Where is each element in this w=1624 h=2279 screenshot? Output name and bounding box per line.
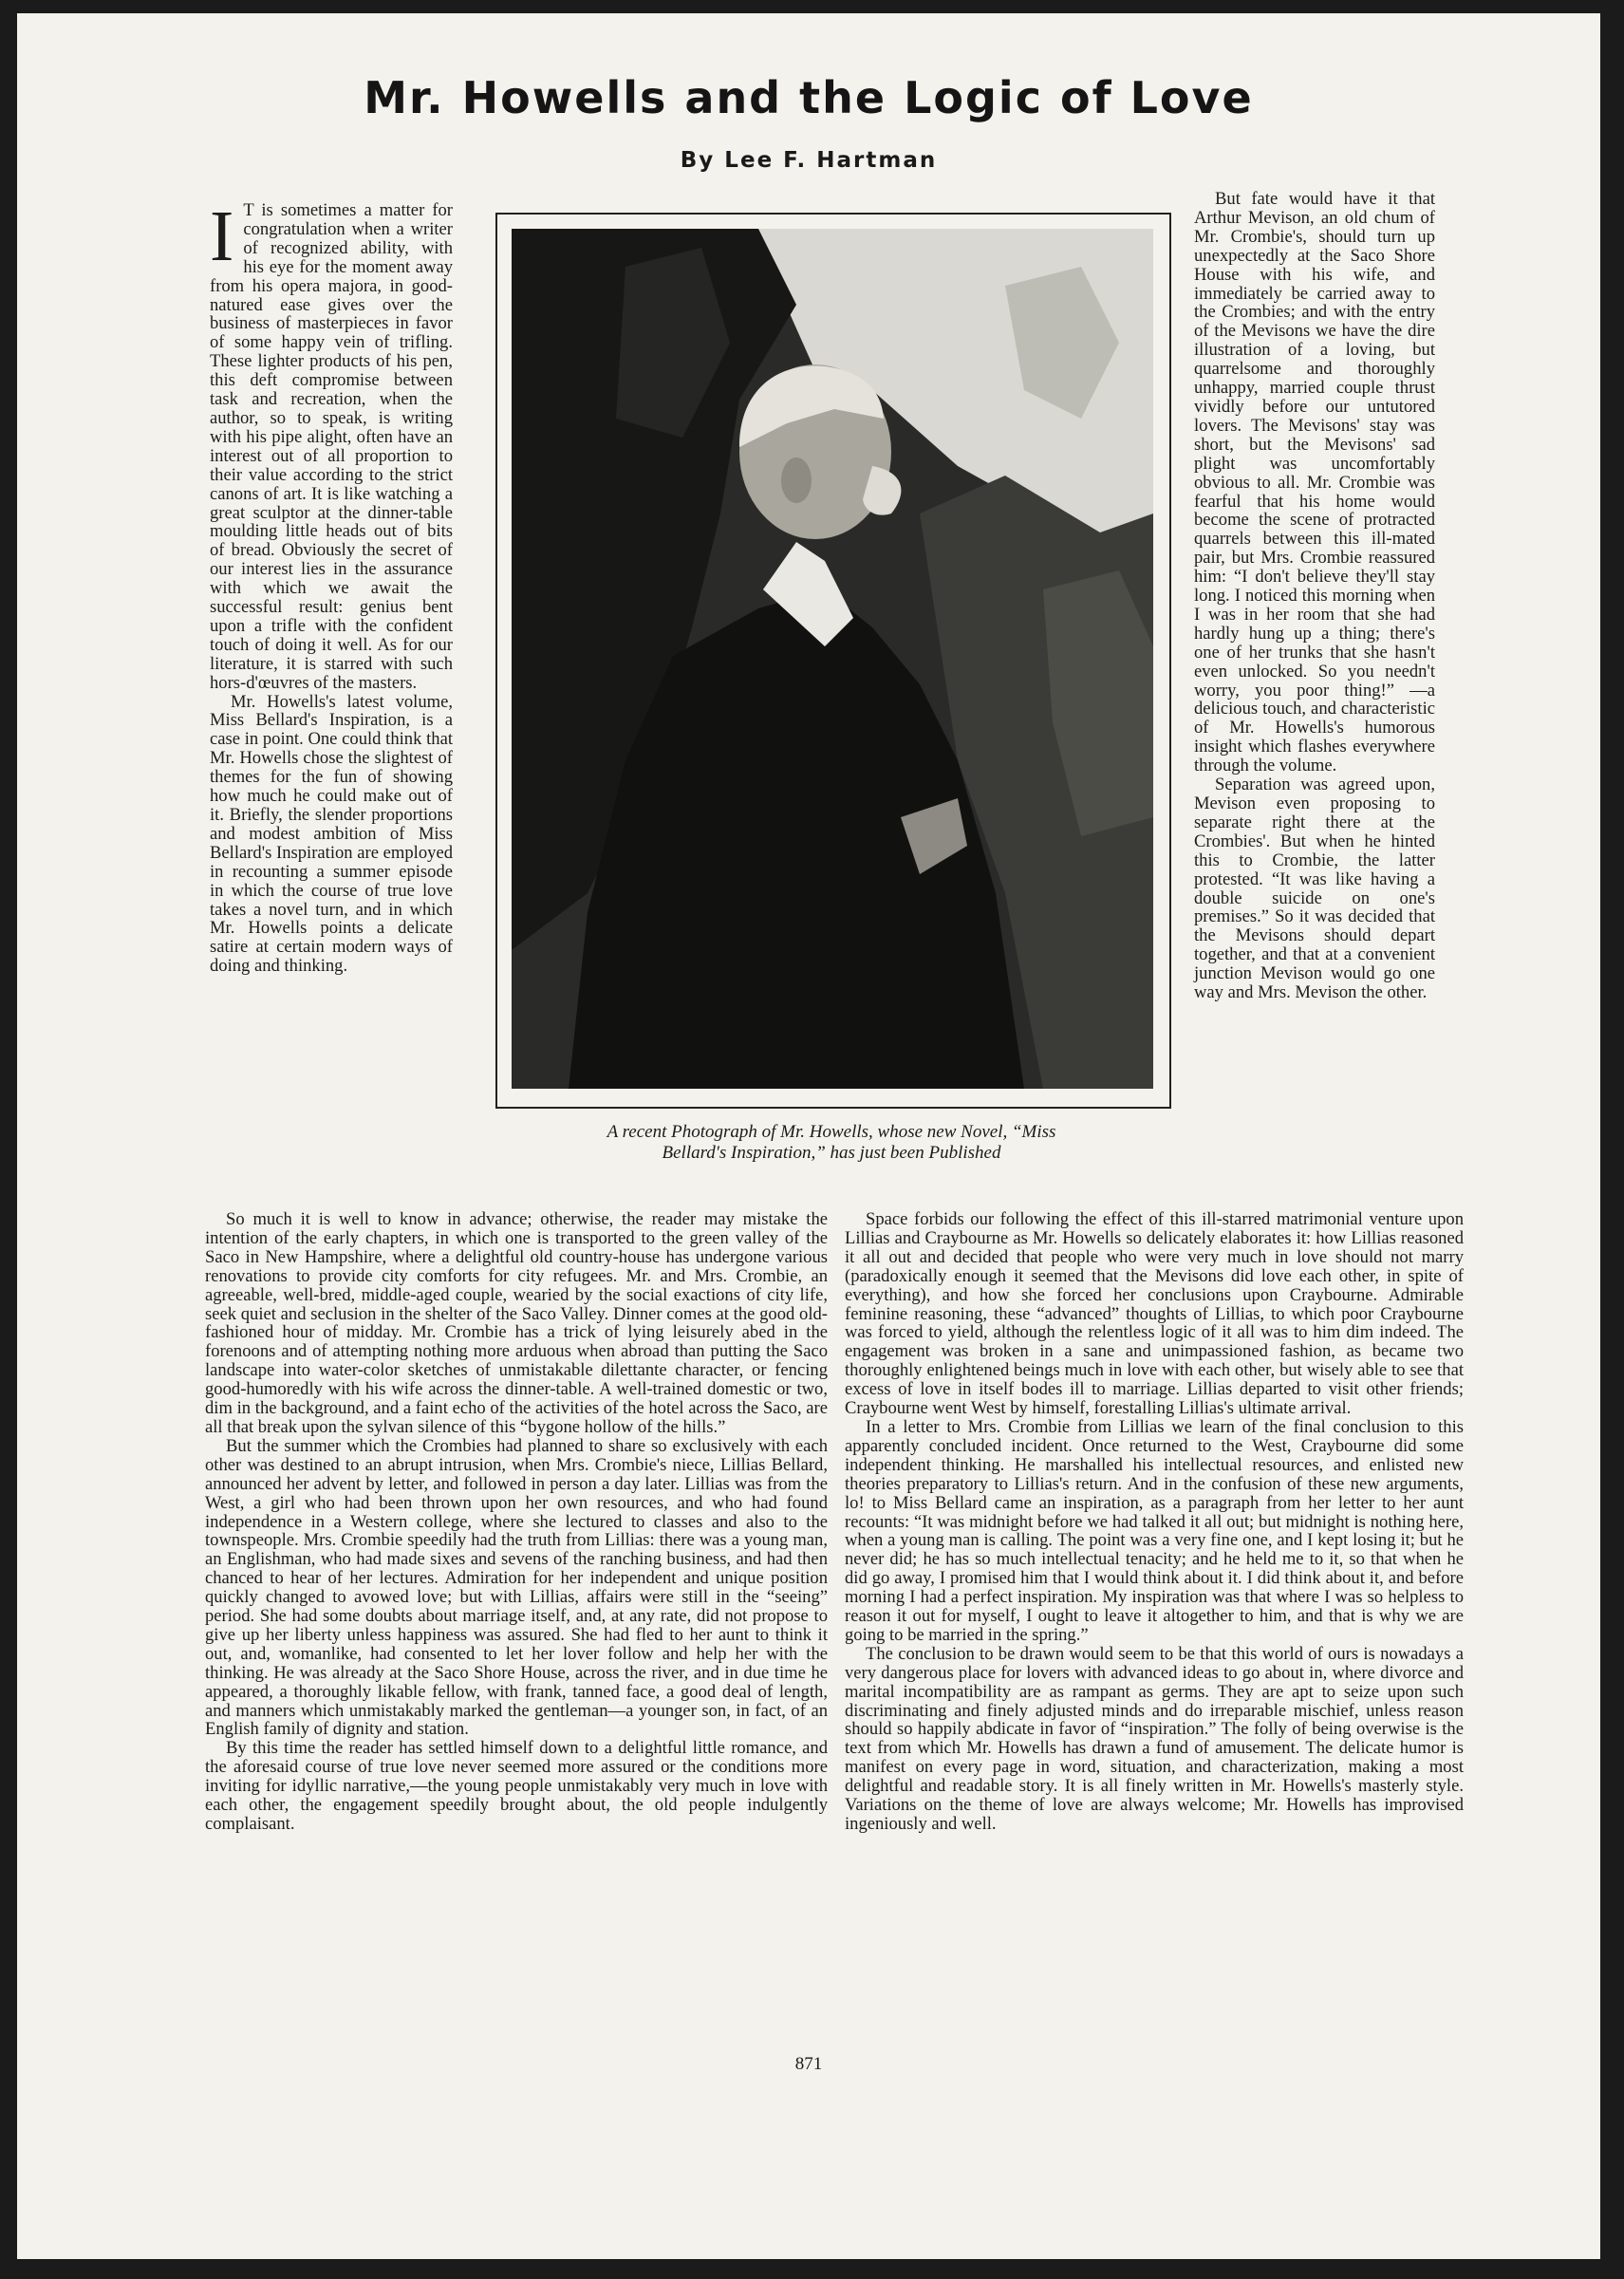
left-paragraph-1: T is sometimes a matter for congratulation when a writer of recognized ability, with his eye for the moment away from his opera majora, in good-natured ease gives over the business of masterpieces in favor of some happy vein of trifling. These lighter products of his pen, this deft compromise between task and recreation, when the author, so to speak, is writing with his pipe alight, often have an interest out of all proportion to their value according to the strict canons of art. It is like watching a great sculptor at the dinner-table moulding little heads out of bits of bread. Obviously the secret of our interest lies in the assurance with which we await the successful result: genius bent upon a trifle with the confident touch of doing it well. As for our literature, it is starred with such hors-d'œuvres of the masters. — [210, 200, 453, 693]
right-paragraph-2: Separation was agreed upon, Mevison even proposing to separate right there at the Crombies'. But when he hinted this to Crombie, the latter protested. “It was like having a double suicide on one's premises.” So it was decided that the Mevisons should depart together, and that at a convenient junction Mevison would go one way and Mrs. Mevison the other. — [1194, 775, 1435, 1003]
bottom-right-paragraph-3: The conclusion to be drawn would seem to be that this world of ours is nowadays a very dangerous place for lovers with advanced ideas to go about in, where divorce and marital incompatibility are as rampant as germs. They are apt to seize upon such discriminating and finely adjusted minds and do irreparable mischief, unless reason should so happily abdicate in favor of “inspiration.” The folly of being overwise is the text from which Mr. Howells has drawn a fund of amusement. The delicate humor is manifest on every page in word, situation, and characterization, making a most delightful and readable story. It is all finely written in Mr. Howells's masterly style. Variations on the theme of love are always welcome; Mr. Howells has improvised ingeniously and well. — [845, 1643, 1464, 1834]
bottom-right-column — [845, 1210, 1464, 1834]
caption-line-2: Bellard's Inspiration,” has just been Published — [662, 1143, 1001, 1163]
photo-caption — [495, 1122, 1167, 1164]
right-paragraph-1: But fate would have it that Arthur Mevison, an old chum of Mr. Crombie's, should turn up unexpectedly at the Saco Shore House with his wife, and immediately be carried away to the Crombies; and with the entry of the Mevisons we have the dire illustration of a loving, but quarrelsome and thoroughly unhappy, married couple thrust vividly before our untutored lovers. The Mevisons' stay was short, but the Mevisons' sad plight was uncomfortably obvious to all. Mr. Crombie was fearful that his home would become the scene of protracted quarrels between this ill-mated pair, but Mrs. Crombie reassured him: “I don't believe they'll stay long. I noticed this morning when I was in her room that she had hardly hung up a thing; there's one of her trunks that she hasn't even unlocked. So you needn't worry, you poor thing!” —a delicious touch, and characteristic of Mr. Howells's humorous insight which flashes everywhere through the volume. — [1194, 189, 1435, 776]
bottom-right-paragraph-2: In a letter to Mrs. Crombie from Lillias we learn of the final conclusion to this apparently concluded incident. Once returned to the West, Craybourne did some independent thinking. He marshalled his intellectual resources, and enlisted new theories preparatory to Lillias's return. And in the confusion of these new arguments, lo! to Miss Bellard came an inspiration, as a paragraph from her letter to her aunt recounts: “It was midnight before we had talked it all out; but midnight is nothing here, when a young man is calling. The point was a very fine one, and I kept losing it; but he never did; he has so much intellectual tenacity; and he held me to it, so that when he did go away, I promised him that I would think about it. I did think about it, and before morning I had a perfect inspiration. My inspiration was that where I was so helpless to reason it out for myself, I ought to leave it altogether to him, and that is why we are going to be married in the spring.” — [845, 1416, 1464, 1645]
article-title: Mr. Howells and the Logic of Love — [364, 72, 1254, 123]
bottom-left-paragraph-3: By this time the reader has settled himself down to a delightful little romance, and the aforesaid course of true love never seemed more assured or the conditions more inviting for idyllic narrative,—the young people unmistakably very much in love with each other, the engagement speedily brought about, the old people indulgently complaisant. — [205, 1738, 828, 1834]
right-column — [1194, 190, 1435, 1002]
photo-illustration — [512, 229, 1153, 1089]
drop-cap: I — [210, 196, 234, 276]
left-paragraph-2: Mr. Howells's latest volume, Miss Bellard's Inspiration, is a case in point. One could think that Mr. Howells chose the slightest of themes for the fun of showing how much he could make out of it. Briefly, the slender proportions and modest ambition of Miss Bellard's Inspiration are employed in recounting a summer episode in which the course of true love takes a novel turn, and in which Mr. Howells points a delicate satire at certain modern ways of doing and thinking. — [210, 691, 453, 977]
howells-photograph — [512, 229, 1153, 1089]
photo-frame — [495, 213, 1171, 1109]
caption-line-1: A recent Photograph of Mr. Howells, whose new Novel, “Miss — [607, 1122, 1056, 1142]
bottom-left-paragraph-2: But the summer which the Crombies had planned to share so exclusively with each other was destined to an abrupt intrusion, when Mrs. Crombie's niece, Lillias Bellard, announced her advent by letter, and followed in person a day later. Lillias was from the West, a girl who had been thrown upon her own resources, and who had found independence in a Western college, where she lectured to classes and also to the townspeople. Mrs. Crombie speedily had the truth from Lillias: there was a young man, an Englishman, who had made sixes and sevens of the ranching business, and had then chanced to hear of her lectures. Admiration for her independent and unique position quickly changed to avowed love; but with Lillias, affairs were still in the “seeing” period. She had some doubts about marriage itself, and, at any rate, did not propose to give up her liberty unless happiness was assured. She had fled to her aunt to think it out, and, womanlike, had consented to let her lover follow and help her with the thinking. He was already at the Saco Shore House, across the river, and in due time he appeared, a thoroughly likable fellow, with frank, tanned face, a good deal of length, and manners which unmistakably marked the gentleman—a younger son, in fact, of an English family of dignity and station. — [205, 1435, 828, 1740]
left-column — [210, 196, 453, 977]
bottom-left-column — [205, 1210, 828, 1834]
article-byline: By Lee F. Hartman — [680, 148, 938, 173]
page-number: 871 — [794, 2054, 823, 2074]
bottom-right-paragraph-1: Space forbids our following the effect of this ill-starred matrimonial venture upon Lillias and Craybourne as Mr. Howells so delicately elaborates it: how Lillias reasoned it all out and decided that people who were very much in love should not marry (paradoxically enough it seemed that the Mevisons did love each other, in spite of everything), and how she forced her conclusions upon Craybourne. Admirable feminine reasoning, these “advanced” thoughts of Lillias, to which poor Craybourne was forced to yield, although the relentless logic of it all was to him dim indeed. The engagement was broken in a sane and unimpassioned fashion, as became two thoroughly enlightened beings much in love with each other, but wisely able to see that excess of love in itself bodes ill to marriage. Lillias departed to visit other friends; Craybourne went West by himself, forestalling Lillias's ultimate arrival. — [845, 1209, 1464, 1419]
magazine-page — [17, 13, 1600, 2259]
bottom-left-paragraph-1: So much it is well to know in advance; otherwise, the reader may mistake the intention of the early chapters, in which one is transported to the green valley of the Saco in New Hampshire, where a delightful old country-house has undergone various renovations to provide city comforts for city refugees. Mr. and Mrs. Crombie, an agreeable, well-bred, middle-aged couple, wearied by the social exactions of city life, seek quiet and seclusion in the shelter of the Saco Valley. Dinner comes at the good old-fashioned hour of midday. Mr. Crombie has a trick of lying leisurely abed in the forenoons and of attempting nothing more arduous when abroad than putting the Saco landscape into water-color sketches of unmistakable dilettante character, or fencing good-humoredly with his wife across the dinner-table. A well-trained domestic or two, dim in the background, and a faint echo of the activities of the hotel across the Saco, are all that break upon the sylvan silence of this “bygone hollow of the hills.” — [205, 1209, 828, 1437]
